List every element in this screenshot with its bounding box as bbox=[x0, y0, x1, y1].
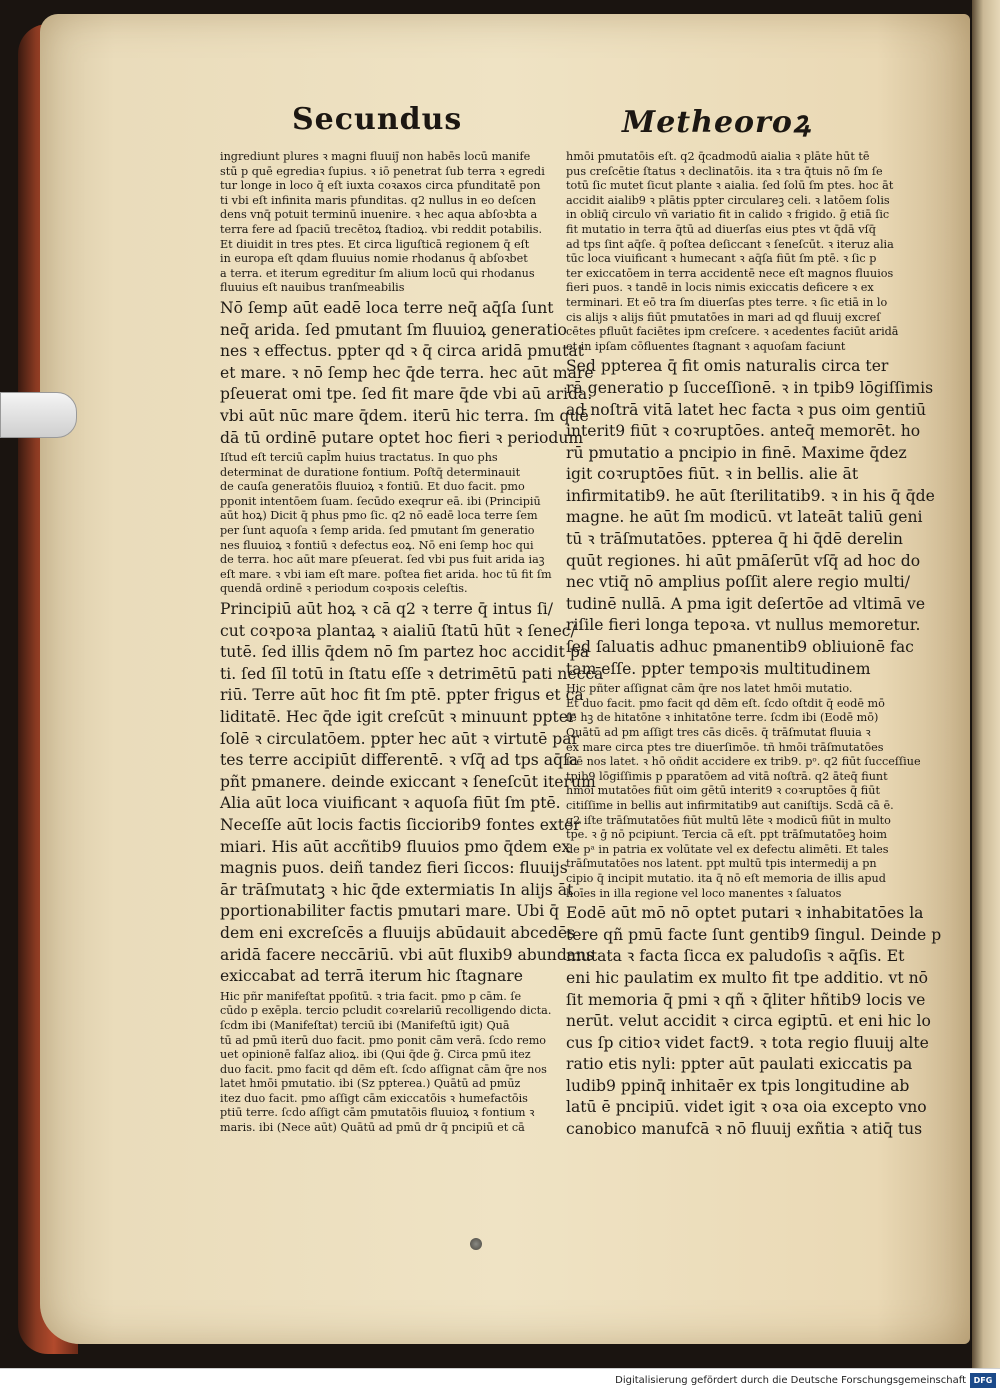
text-line: Principiū aūt hoꝝ ꝛ cā q2 ꝛ terre q̄ intus ſi/ bbox=[220, 600, 554, 619]
text-line: latū ē pncipiū. videt igit ꝛ oꝛa oia excepto vno bbox=[566, 1098, 927, 1117]
text-line: dens vnq̄ potuit terminū inuenire. ꝛ hec aqua abſoꝛbta a bbox=[220, 208, 538, 222]
text-line: liditatē. Hec q̄de igit creſcūt ꝛ minuunt ppter bbox=[220, 708, 576, 726]
text-line: tpe. ꝛ ḡ nō pcipiunt. Tercia cā eſt. ppt trāſmutatōeꝫ hoim bbox=[566, 828, 887, 842]
text-line: uet opinionē falſaz alioꝝ. ibi (Qui q̄de g̃. Circa pmū itez bbox=[220, 1048, 531, 1062]
text-line: miari. His aūt accñtib9 fluuios pmo q̄dem ex bbox=[220, 837, 571, 856]
text-line: Et duo facit. pmo facit qd dēm eſt. ſcdo oſtdit q̄ eodē mō bbox=[566, 696, 885, 710]
text-line: Quātū ad pm aſſigt tres cās dicēs. q̄ trāſmutat fluuia ꝛ bbox=[566, 726, 871, 739]
text-line: Alia aūt loca viuificant ꝛ aquoſa fiūt ſm ptē. bbox=[220, 794, 561, 813]
text-line: quūt regiones. hi aūt pmāſerūt vſq̄ ad hoc do bbox=[566, 551, 921, 570]
footer-bar bbox=[0, 1368, 1000, 1393]
text-line: fit mutatio in terra q̄tū ad diuerſas eius ptes vt q̄dā vſq̄ bbox=[566, 222, 876, 236]
text-line: latet hmōi pmutatio. ibi (Sz ppterea.) Quātū ad pmūz bbox=[220, 1077, 521, 1091]
text-column-left bbox=[220, 150, 604, 1140]
text-line: eni hic paulatim ex multo fit tpe additio. vt nō bbox=[566, 968, 928, 987]
text-line: Nō ſemp aūt eadē loca terre neq̄ aq̄ſa ſunt bbox=[220, 298, 554, 317]
text-line: ter exiccatōem in terra accidentē nece eſt magnos fluuios bbox=[566, 266, 894, 280]
text-line: terra fere ad ſpaciū trecētoꝝ ſtadioꝝ. vbi reddit potabilis. bbox=[220, 222, 543, 236]
text-line: nec vtiq̄ nō amplius poſſit alere regio multi/ bbox=[566, 573, 910, 592]
running-header-left: Secundus bbox=[292, 102, 463, 137]
text-line: Eodē aūt mō nō optet putari ꝛ inhabitatōes la bbox=[566, 904, 924, 923]
text-line: tudinē nullā. A pma igit deſertōe ad vltimā ve bbox=[566, 594, 926, 613]
text-line: ſcē nos latet. ꝛ hō oñdit accidere ex trib9. pᵒ. q2 fiūt ſucceſſiue bbox=[566, 755, 921, 769]
text-line: citiſſime in bellis aut infirmitatib9 aut caniſtijs. Scdā cā ē. bbox=[566, 798, 894, 812]
text-line: aūt hoꝝ) Dicit q̄ phus pmo ſic. q2 nō eadē loca terre ſem bbox=[220, 509, 538, 523]
text-line: ingrediunt plures ꝛ magni fluuiȷ̄ non habēs locū manife bbox=[220, 150, 531, 163]
text-line: ptiū terre. ſcdo aſſigt cām pmutatōis fluuioꝝ ꝛ fontium ꝛ bbox=[220, 1106, 535, 1120]
facing-page-edge bbox=[972, 0, 1000, 1368]
text-line: quendā ordinē ꝛ periodum coꝛpoꝛis celeſtis. bbox=[220, 582, 468, 596]
text-line: dā tū ordinē putare optet hoc fieri ꝛ periodum bbox=[220, 428, 584, 447]
text-line: ſcdm ibi (Manifeſtat) terciū ibi (Manifeſtū igit) Quā bbox=[220, 1018, 510, 1032]
text-line: neq̄ arida. ſed pmutant ſm fluuioꝝ generatio bbox=[220, 320, 567, 339]
text-line: Neceſſe aūt locis factis ſicciorib9 fontes exter bbox=[220, 815, 581, 834]
text-line: q2 iſte trāſmutatōes fiūt multū lēte ꝛ modicū fiūt in multo bbox=[566, 813, 891, 827]
text-line: pſeuerat omi tpe. ſed fit mare q̄de vbi aū arida. bbox=[220, 385, 593, 404]
text-line: rū pmutatio a pncipio in finē. Maxime q̄dez bbox=[566, 443, 907, 462]
text-line: determinat de duratione fontium. Poſtq̄ determinauit bbox=[220, 465, 521, 479]
text-line: Iſtud eſt terciū capl̄m huius tractatus. In quo phs bbox=[220, 451, 498, 465]
text-line: mutata ꝛ facta ſicca ex paludoſis ꝛ aq̄ſis. Et bbox=[566, 947, 905, 966]
text-line: de terra. hoc aūt mare pſeuerat. ſed vbi pus fuit arida iaꝫ bbox=[220, 553, 545, 567]
text-line: ratio etis nyli: ppter aūt paulati exiccatis pa bbox=[566, 1055, 913, 1074]
text-line: nes ꝛ effectus. ppter qd ꝛ q̄ circa aridā pmutat bbox=[220, 342, 584, 361]
text-line: terminari. Et eō tra ſm diuerſas ptes terre. ꝛ ſic etiā in lo bbox=[566, 295, 888, 309]
text-line: exiccabat ad terrā iterum hic ſtagnare bbox=[220, 967, 523, 986]
text-line: ti. ſed ſīl totū in ſtatu eſſe ꝛ detrimētū pati neccā bbox=[220, 664, 604, 683]
text-line: tpib9 lōgiſſimis p pparatōem ad vitā noſtrā. q2 āteq̄ fiunt bbox=[566, 769, 888, 783]
text-line: magnis puos. deiñ tandez fieri ſiccos: fluuijs bbox=[220, 859, 568, 878]
text-line: magne. he aūt ſm modicū. vt lateāt taliū geni bbox=[566, 508, 923, 527]
scan-clip bbox=[0, 392, 77, 438]
text-line: cipio q̄ incipit mutatio. ita q̄ nō eſt memoria de illis apud bbox=[566, 871, 886, 885]
text-line: fluuius eſt nauibus tranſmeabilis bbox=[220, 281, 405, 295]
text-line: Hic pñter aſſignat cām q̄re nos latet hmōi mutatio. bbox=[566, 682, 853, 696]
text-line: infirmitatib9. he aūt ſterilitatib9. ꝛ in his q̄ q̄de bbox=[566, 486, 935, 505]
text-line: vbi aūt nūc mare q̄dem. iterū hic terra. ſm quē bbox=[220, 406, 589, 425]
text-line: cētes pfluūt faciētes ipm creſcere. ꝛ acedentes faciūt aridā bbox=[566, 325, 899, 339]
text-line: ſe hꝫ de hitatōne ꝛ inhitatōne terre. ſcdm ibi (Eodē mō) bbox=[566, 711, 879, 725]
funding-credit: Digitalisierung gefördert durch die Deutsche Forschungsgemeinschaft bbox=[615, 1375, 966, 1386]
text-line: totū ſic mutet ſicut plante ꝛ aialia. ſed ſolū ſm ptes. hoc āt bbox=[566, 179, 894, 193]
text-line: ludib9 ppinq̄ inhitaēr ex tpis longitudine ab bbox=[566, 1076, 910, 1095]
text-line: interit9 fiūt ꝛ coꝛruptōes. anteq̄ memorēt. ho bbox=[566, 422, 921, 441]
text-line: pponit intentōem ſuam. ſecūdo exeqrur eā. ibi (Principiū bbox=[220, 494, 541, 508]
text-line: a terra. et iterum egreditur ſm alium locū qui rhodanus bbox=[220, 266, 535, 280]
text-line: accidit aialib9 ꝛ plātis ppter circulareꝫ celi. ꝛ latōem ſolis bbox=[566, 193, 890, 207]
text-line: pportionabiliter factis pmutari mare. Ubi q̄ bbox=[220, 902, 560, 921]
running-header-right: Metheoroꝝ bbox=[622, 105, 812, 140]
text-line: dem eni excreſcēs a fluuijs abūdauit abcedēs bbox=[220, 923, 576, 942]
text-line: de cauſa generatōis fluuioꝝ ꝛ fontiū. Et duo facit. pmo bbox=[220, 480, 525, 494]
text-line: cis alijs ꝛ alijs fiūt pmutatōes in mari ad qd fluuij excreſ bbox=[566, 310, 881, 324]
text-line: ſit memoria q̄ pmi ꝛ qñ ꝛ q̄liter hñtib9 locis ve bbox=[566, 990, 926, 1009]
text-line: eſt mare. ꝛ vbi iam eſt mare. poſtea fiet arida. hoc tū fit ſm bbox=[220, 567, 552, 581]
text-line: igit coꝛruptōes fiūt. ꝛ in bellis. alie āt bbox=[566, 465, 859, 484]
text-line: de pᵃ in patria ex volūtate vel ex defectu alimēti. Et tales bbox=[566, 842, 889, 856]
text-line: riū. Terre aūt hoc fit ſm ptē. ppter frigus et ca bbox=[220, 686, 584, 705]
text-line: ſolē ꝛ circulatōem. ppter hec aūt ꝛ virtutē par bbox=[220, 729, 579, 748]
text-line: Et diuidit in tres ptes. Et circa liguſticā regionem q̄ eſt bbox=[220, 237, 530, 251]
text-line: tes terre accipiūt differentē. ꝛ vſq̄ ad tps aq̄ſa bbox=[220, 751, 579, 770]
text-line: Sed ppterea q̄ fit omis naturalis circa ter bbox=[566, 357, 889, 376]
text-line: fieri puos. ꝛ tandē in locis nimis exiccatis deficere ꝛ ex bbox=[566, 281, 874, 295]
text-line: ſed ſaluatis adhuc pmanentib9 obliuionē fac bbox=[566, 638, 914, 657]
text-line: ār trāſmutatꝫ ꝛ hic q̄de extermiatis In alijs āt bbox=[220, 880, 574, 899]
text-line: tū ꝛ trāſmutatōes. ppterea q̄ hi q̄dē derelin bbox=[566, 530, 903, 549]
text-line: tere qñ pmū facte ſunt gentib9 ſingul. Deinde p bbox=[566, 925, 942, 944]
text-column-right bbox=[566, 150, 942, 1139]
text-line: in europa eſt qdam fluuius nomie rhodanus q̄ abſoꝛbet bbox=[220, 252, 528, 266]
text-line: tutē. ſed illis q̄dem nō ſm partez hoc accidit pa bbox=[220, 643, 590, 662]
text-line: tam eſſe. ppter tempoꝛis multitudinem bbox=[566, 659, 871, 678]
text-line: cūdo p exēpla. tercio pcludit coꝛrelariū recolligendo dicta. bbox=[220, 1004, 552, 1018]
text-line: trāſmutatōes nos latent. ppt multū tpis intermedij a pn bbox=[566, 857, 877, 871]
text-line: et mare. ꝛ nō ſemp hec q̄de terra. hec aūt mare bbox=[220, 363, 594, 382]
text-line: maris. ibi (Nece aūt) Quātū ad pmū dr q̄ pncipiū et cā bbox=[220, 1121, 525, 1135]
text-line: ti vbi eſt infinita maris pfunditas. q2 nullus in eo deſcen bbox=[220, 193, 536, 207]
text-line: itez duo facit. pmo aſſigt cām exiccatōis ꝛ humefactōis bbox=[220, 1091, 528, 1105]
text-line: cut coꝛpoꝛa plantaꝝ ꝛ aialiū ſtatū hūt ꝛ ſenec/ bbox=[220, 621, 576, 640]
text-line: aridā facere neccāriū. vbi aūt fluxib9 abundans bbox=[220, 945, 595, 964]
text-line: rā generatio p ſucceſſionē. ꝛ in tpib9 lōgiſſimis bbox=[566, 378, 934, 397]
text-line: riſile fieri longa tepoꝛa. vt nullus memoretur. bbox=[566, 616, 921, 635]
text-line: et in ipſam cōfluentes ſtagnant ꝛ aquoſam faciunt bbox=[566, 339, 846, 353]
text-line: nes fluuioꝝ ꝛ fontiū ꝛ defectus eoꝝ. Nō eni ſemp hoc qui bbox=[220, 538, 534, 552]
text-line: ex mare circa ptes tre diuerſimōe. tñ hmōi trāſmutatōes bbox=[566, 740, 884, 754]
text-line: cus ſp citioꝛ videt fact9. ꝛ tota regio fluuij alte bbox=[566, 1033, 929, 1052]
text-line: canobico manufcā ꝛ nō fluuij exñtia ꝛ atiq̄ tus bbox=[566, 1120, 923, 1139]
text-line: ad tps ſint aq̄ſe. q̄ poſtea deſiccant ꝛ ſeneſcūt. ꝛ iteruz alia bbox=[566, 237, 894, 251]
dfg-logo: DFG bbox=[970, 1373, 996, 1388]
text-line: tur longe in loco q̄ eſt iuxta coꝛaxos circa pfunditatē pon bbox=[220, 179, 541, 193]
text-line: pus creſcētie ſtatus ꝛ declinatōis. ita ꝛ tra q̄tuis nō ſm ſe bbox=[566, 164, 883, 178]
text-line: pñt pmanere. deinde exiccant ꝛ ſeneſcūt iterum bbox=[220, 772, 596, 791]
text-line: per ſunt aquoſa ꝛ ſemp arida. ſed pmutant ſm generatio bbox=[220, 524, 535, 538]
text-line: tūc loca viuificant ꝛ humecant ꝛ aq̄ſa fiūt ſm ptē. ꝛ ſic p bbox=[566, 252, 877, 266]
text-line: ad noſtrā vitā latet hec facta ꝛ pus oim gentiū bbox=[566, 400, 927, 419]
text-line: Hic pñr manifeſtat ppoſitū. ꝛ tria facit. pmo p cām. ſe bbox=[220, 989, 522, 1003]
text-line: in obliq̄ circulo vñ variatio fit in calido ꝛ frigido. ḡ etiā ſic bbox=[566, 208, 890, 222]
text-line: stū p quē egrediaꝛ ſupius. ꝛ iō penetrat ſub terra ꝛ egredi bbox=[220, 164, 545, 178]
text-line: hoīes in illa regione vel loco manentes ꝛ ſaluatos bbox=[566, 886, 842, 900]
text-line: duo facit. pmo facit qd dēm eſt. ſcdo aſſignat cām q̄re nos bbox=[220, 1062, 547, 1076]
text-line: hmōi mutatōes fiūt oim gētū interit9 ꝛ coꝛruptōes q̄ fiūt bbox=[566, 784, 880, 798]
page-stain bbox=[470, 1238, 482, 1250]
text-line: hmōi pmutatōis eſt. q2 q̄cadmodū aialia ꝛ plāte hūt tē bbox=[566, 150, 870, 163]
text-line: tū ad pmū iterū duo facit. pmo ponit cām verā. ſcdo remo bbox=[220, 1033, 547, 1047]
text-line: nerūt. velut accidit ꝛ circa egiptū. et eni hic lo bbox=[566, 1012, 931, 1031]
